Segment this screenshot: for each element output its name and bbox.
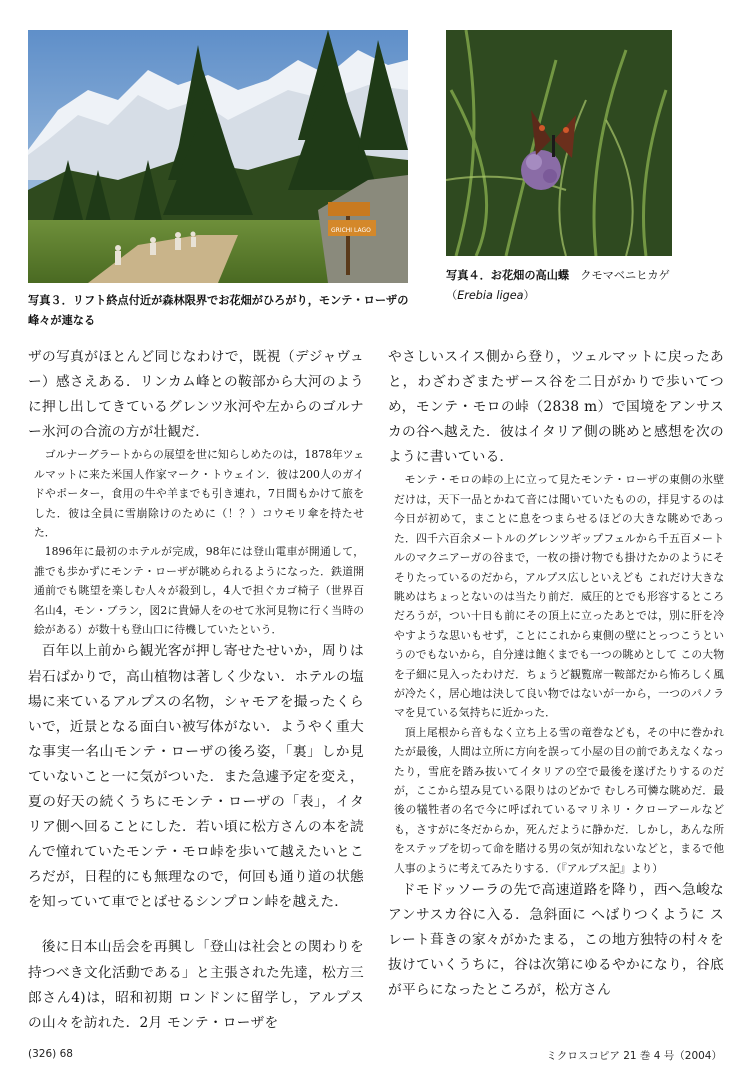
journal-citation: ミクロスコピア 21 巻 4 号（2004） xyxy=(546,1050,722,1062)
photo3-caption: 写真３．リフト終点付近が森林限界でお花畑がひろがり，モンテ・ローザの峰々が連なる xyxy=(28,294,409,327)
body-paragraph: 後に日本山岳会を再興し「登山は社会との関わりを持つべき文化活動である」と主張された先達，松方三郎さん4)は，昭和初期 ロンドンに留学し，アルプスの山々を訪れた．2月 モンテ・ローザを xyxy=(28,939,364,1031)
quote-paragraph: 1896年に最初のホテルが完成，98年には登山電車が開通して，誰でも歩かずにモンテ・ローザが眺められるようになった．鉄道開通前でも眺望を楽しむ人々が殺到し，4人で担ぐカゴ椅子（世界百名山4，モン・ブラン，図2に貴婦人をのせて氷河見物に行く当時の絵がある）が数十も登山口に待機していたという． xyxy=(34,545,364,637)
photo4-caption-label: 写真４．お花畑の高山蝶 xyxy=(446,269,570,282)
photo4-caption-close: ） xyxy=(523,289,535,302)
quote-paragraph: 頂上尾根から音もなく立ち上る雪の竜巻なども，その中に巻かれたが最後，人間は立所に方向を誤って小屋の目の前であえなくなったり，雪庇を踏み抜いてイタリアの空で最後を遂げたりするのだが，ここから望み見ている限りはのどかで むしろ可憐な眺めだ．最後の犠牲者の名で今に呼ばれているマリネリ・クローアールなども，さすがに冬だからか，死んだように静かだ．しかし，あんな所をステップを切って命を賭ける男の気が知れないなどと，まるで他人事のように考えてみたりする．（『アルプス記』より） xyxy=(394,725,724,875)
alpine-trail-illustration xyxy=(28,30,408,283)
photo-alpine-trail xyxy=(28,30,408,283)
butterfly-illustration xyxy=(446,30,672,256)
photo-alpine-butterfly xyxy=(446,30,672,256)
photo4-caption-name: クモマベニヒカゲ xyxy=(580,269,670,282)
photo4-caption xyxy=(446,266,686,306)
photo4-caption-latin: Erebia ligea xyxy=(457,289,524,302)
body-paragraph: やさしいスイス側から登り，ツェルマットに戻ったあと，わざわざまたザース谷を二日がかりで歩いてつめ，モンテ・モロの峠（2838 m）で国境をアンサスカの谷へ越えた．彼はイタリア側の眺めと感想を次のように書いている． xyxy=(388,349,724,466)
section-gap xyxy=(28,915,364,935)
right-column xyxy=(388,345,724,1003)
body-paragraph: ドモドッソーラの先で高速道路を降り，西へ急峻なアンサスカ谷に入る．急斜面に へばりつくように スレート葺きの家々がかたまる，この地方独特の村々を抜けていくうちに，谷は次第にゆるやかになり，谷底が平らになったところが，松方さん xyxy=(388,882,724,999)
trail-sign-text: GRICHI LAGO xyxy=(331,227,371,234)
body-paragraph: 百年以上前から観光客が押し寄せたせいか，周りは岩石ばかりで，高山植物は著しく少ない．ホテルの塩場に来ているアルプスの名物，シャモアを撮ったくらいで，近景となる面白い被写体がない．ようやく重大な事実一名山モンテ・ローザの後ろ姿，「裏」しか見ていないこと一に気がついた．また急遽予定を変え，夏の好天の続くうちにモンテ・ローザの「表」，イタリア側へ回ることにした．若い頃に松方さんの本を読んで憧れていたモンテ・モロ峠を歩いて越えたいところだが，日程的にも無理なので，何回も通り道の状態を知っていて車でとばせるシンプロン峠を越えた． xyxy=(28,643,364,911)
quote-paragraph: モンテ・モロの峠の上に立って見たモンテ・ローザの東側の氷壁だけは，天下一品とかねて音には聞いていたものの，拝見するのは今日が初めて，まことに息をつまらせるほどの大きな眺めであった．四千六百余メートルのグレンツギップフェルから千五百メートルのマクニアーガの谷まで，一枚の掛け物でも掛けたかのようにそそりたっているのだから，アルプス広しといえども これだけ大きな眺めはちょっとないのは当たり前だ．威圧的とでも形容するところだろうが，つい十日も前にその頂上に立ったあとでは，別に肝を冷やすような思いもせず，ことにこれから東側の壁にとっつこうというのでもないから，自分達は飽くまでも一つの眺めとして この大物を子細に見入ったわけだ．ちょうど観覧席一鞍部だから怖ろしく風が冷たく，居心地は決して良い物ではないが一から，一つのパノラマを見ている気持ちに近かった． xyxy=(394,473,724,720)
page-number: (326) 68 xyxy=(28,1048,73,1060)
quote-paragraph: ゴルナーグラートからの展望を世に知らしめたのは，1878年ツェルマットに来た米国人作家マーク・トウェイン．彼は200人のガイドやポーター，食用の牛や羊までも引き連れ，7日間もかけて旅をした．彼は全員に雪崩除けのために（！？）コウモリ傘を持たせた． xyxy=(34,448,364,539)
left-column xyxy=(28,345,364,1036)
photo4-caption-open: （ xyxy=(446,289,458,302)
body-paragraph: ザの写真がほとんど同じなわけで，既視（デジャヴュー）感さえある．リンカム峰との鞍部から大河のように押し出してきているグレンツ氷河や左からのゴルナー氷河の合流の方が壮観だ． xyxy=(28,349,364,441)
